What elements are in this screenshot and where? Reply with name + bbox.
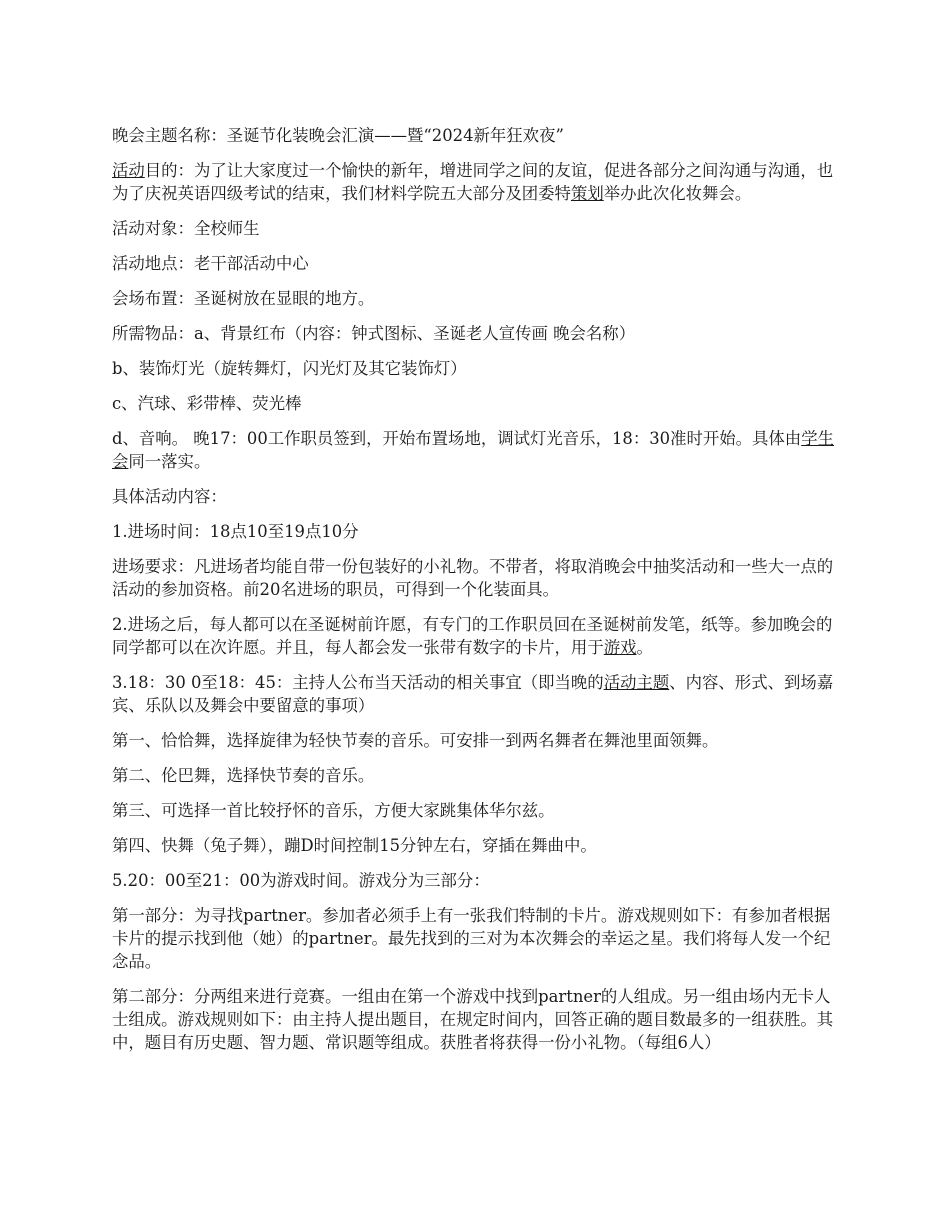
document-paragraph — [112, 287, 842, 310]
inline-link[interactable]: 活动 — [112, 161, 145, 180]
paragraph-text: 具体活动内容： — [112, 487, 227, 506]
document-paragraph — [112, 322, 842, 345]
paragraph-text: 同一落实。 — [128, 452, 211, 471]
paragraph-text: 第三、可选择一首比较抒怀的音乐，方便大家跳集体华尔兹。 — [112, 801, 555, 820]
inline-link[interactable]: 游戏 — [603, 638, 637, 657]
paragraph-text: 第一、恰恰舞，选择旋律为轻快节奏的音乐。可安排一到两名舞者在舞池里面领舞。 — [112, 731, 719, 750]
document-paragraph — [112, 357, 842, 380]
document-paragraph — [112, 729, 842, 752]
paragraph-text: 目的：为了让大家度过一个愉快的新年，增进同学之间的友谊，促进各部分之间沟通与沟通，也为了庆祝英语四级考试的结束，我们材料学院五大部分及团委特 — [112, 161, 834, 203]
document-paragraph — [112, 159, 842, 205]
paragraph-text: 活动对象：全校师生 — [112, 219, 260, 238]
paragraph-text: 会场布置：圣诞树放在显眼的地方。 — [112, 289, 375, 308]
document-paragraph — [112, 834, 842, 857]
document-paragraph — [112, 392, 842, 415]
paragraph-text: 第四、快舞（兔子舞），蹦D时间控制15分钟左右，穿插在舞曲中。 — [112, 836, 597, 855]
document-paragraph — [112, 217, 842, 240]
paragraph-text: 进场要求：凡进场者均能自带一份包装好的小礼物。不带者，将取消晚会中抽奖活动和一些大一点的活动的参加资格。前20名进场的职员，可得到一个化装面具。 — [112, 557, 834, 599]
document-paragraph — [112, 613, 842, 659]
document-body — [112, 124, 842, 1066]
document-paragraph — [112, 764, 842, 787]
paragraph-text: 第二、伦巴舞，选择快节奏的音乐。 — [112, 766, 375, 785]
paragraph-text: b、装饰灯光（旋转舞灯，闪光灯及其它装饰灯） — [112, 359, 467, 378]
paragraph-text: 第一部分：为寻找partner。参加者必须手上有一张我们特制的卡片。游戏规则如下：有参加者根据卡片的提示找到他（她）的partner。最先找到的三对为本次舞会的幸运之星。我们将每人发一个纪念品。 — [112, 906, 831, 971]
paragraph-text: d、音响。 晚17：00工作职员签到，开始布置场地，调试灯光音乐，18：30准时开始。具体由 — [112, 429, 802, 448]
paragraph-text: 、内容、形式、到场嘉宾、乐队以及舞会中要留意的事项） — [112, 673, 834, 715]
paragraph-text: 晚会主题名称：圣诞节化装晚会汇演——暨“2024新年狂欢夜” — [112, 126, 564, 145]
paragraph-text: 。 — [636, 638, 653, 657]
document-paragraph — [112, 252, 842, 275]
document-paragraph — [112, 985, 842, 1054]
document-paragraph — [112, 124, 842, 147]
paragraph-text: 2.进场之后，每人都可以在圣诞树前许愿，有专门的工作职员回在圣诞树前发笔，纸等。参加晚会的同学都可以在次许愿。并且，每人都会发一张带有数字的卡片，用于 — [112, 615, 833, 657]
document-paragraph — [112, 799, 842, 822]
paragraph-text: 所需物品：a、背景红布（内容：钟式图标、圣诞老人宣传画 晚会名称） — [112, 324, 636, 343]
paragraph-text: 3.18：30 0至18：45：主持人公布当天活动的相关事宜（即当晚的 — [112, 673, 604, 692]
document-paragraph — [112, 555, 842, 601]
inline-link[interactable]: 学生会 — [112, 429, 834, 471]
document-paragraph — [112, 904, 842, 973]
inline-link[interactable]: 策划 — [570, 184, 604, 203]
paragraph-text: c、汽球、彩带棒、荧光棒 — [112, 394, 302, 413]
paragraph-text: 5.20：00至21：00为游戏时间。游戏分为三部分： — [112, 871, 490, 890]
document-paragraph — [112, 869, 842, 892]
document-paragraph — [112, 427, 842, 473]
inline-link[interactable]: 活动主题 — [603, 673, 670, 692]
document-paragraph — [112, 520, 842, 543]
paragraph-text: 1.进场时间：18点10至19点10分 — [112, 522, 359, 541]
document-paragraph — [112, 671, 842, 717]
paragraph-text: 第二部分：分两组来进行竞赛。一组由在第一个游戏中找到partner的人组成。另一组由场内无卡人士组成。游戏规则如下：由主持人提出题目，在规定时间内，回答正确的题目数最多的一组获胜。其中，题目有历史题、智力题、常识题等组成。获胜者将获得一份小礼物。（每组6人） — [112, 987, 834, 1052]
paragraph-text: 活动地点：老干部活动中心 — [112, 254, 309, 273]
paragraph-text: 举办此次化妆舞会。 — [603, 184, 752, 203]
document-paragraph — [112, 485, 842, 508]
